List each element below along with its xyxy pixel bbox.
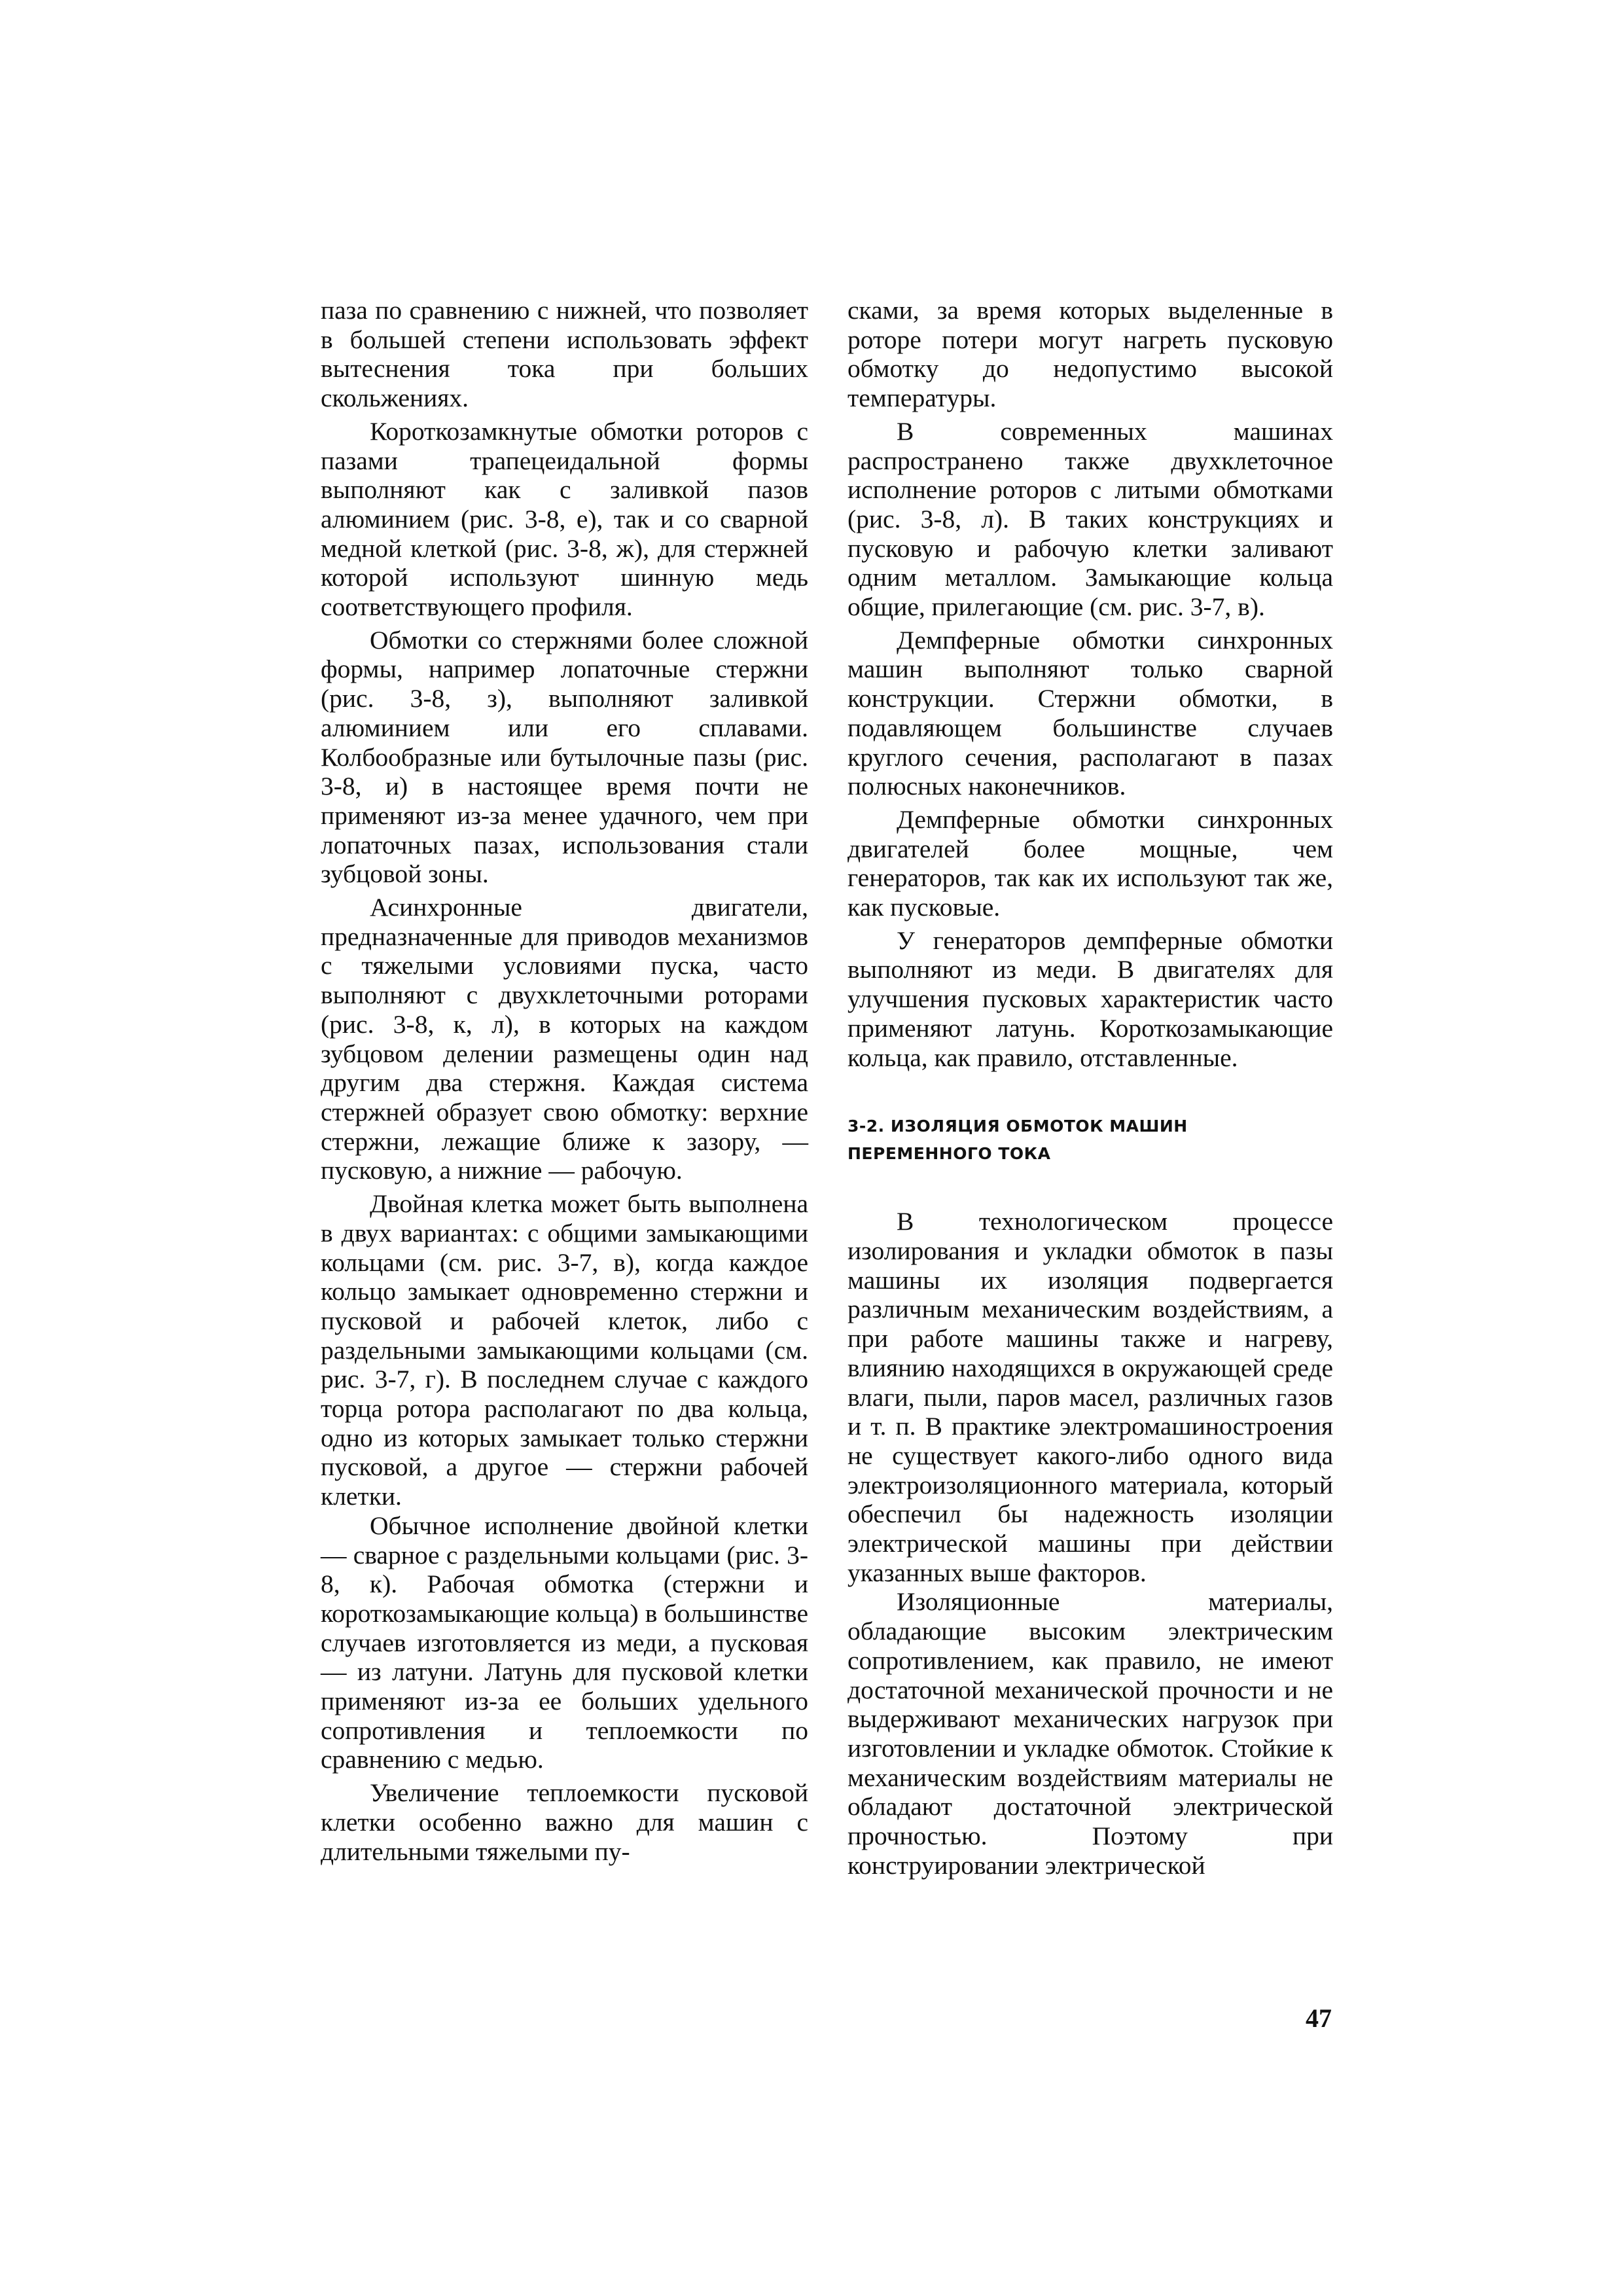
- paragraph: Асинхронные двигатели, предназначенные для приводов механизмов с тяжелыми условиями пуска, часто выполняют с двухклеточными роторами (рис. 3-8, к, л), в которых на каждом зубцовом делении размещены один над другим два стержня. Каждая система стержней образует свою обмотку: верхние стержни, лежащие ближе к зазору, — пусковую, а нижние — рабочую.: [321, 893, 808, 1185]
- paragraph: Обычное исполнение двойной клетки — сварное с раздельными кольцами (рис. 3-8, к). Рабочая обмотка (стержни и короткозамыкающие кольца) в большинстве случаев изготовляется из меди, а пусковая — из латуни. Латунь для пусковой клетки применяют из-за ее больших удельного сопротивления и теплоемкости по сравнению с медью.: [321, 1511, 808, 1774]
- section-heading: 3-2. ИЗОЛЯЦИЯ ОБМОТОК МАШИН ПЕРЕМЕННОГО ТОКА: [847, 1117, 1188, 1164]
- paragraph: Обмотки со стержнями более сложной формы, например лопаточные стержни (рис. 3-8, з), выполняют заливкой алюминием или его сплавами. Колбообразные или бутылочные пазы (рис. 3-8, и) в настоящее время почти не применяют из-за менее удачного, чем при лопаточных пазах, использования стали зубцовой зоны.: [321, 625, 808, 889]
- paragraph-continuation: сками, за время которых выделенные в роторе потери могут нагреть пусковую обмотку до недопустимо высокой температуры.: [847, 296, 1333, 413]
- paragraph: Изоляционные материалы, обладающие высоким электрическим сопротивлением, как правило, не имеют достаточной механической прочности и не выдерживают механических нагрузок при изготовлении и укладке обмоток. Стойкие к механическим воздействиям материалы не обладают достаточной электрической прочностью. Поэтому при конструировании электрической: [847, 1587, 1333, 1880]
- paragraph: В современных машинах распространено также двухклеточное исполнение роторов с литыми обмотками (рис. 3-8, л). В таких конструкциях и пусковую и рабочую клетки заливают одним металлом. Замыкающие кольца общие, прилегающие (см. рис. 3-7, в).: [847, 416, 1333, 622]
- paragraph: Увеличение теплоемкости пусковой клетки особенно важно для машин с длительными тяжелыми пу-: [321, 1778, 808, 1866]
- paragraph: У генераторов демпферные обмотки выполняют из меди. В двигателях для улучшения пусковых характеристик часто применяют латунь. Короткозамыкающие кольца, как правило, отставленные.: [847, 925, 1333, 1072]
- right-text-column: [847, 296, 1333, 1880]
- paragraph: Демпферные обмотки синхронных двигателей более мощные, чем генераторов, так как их используют так же, как пусковые.: [847, 804, 1333, 922]
- paragraph: В технологическом процессе изолирования и укладки обмоток в пазы машины их изоляция подвергается различным механическим воздействиям, а при работе машины также и нагреву, влиянию находящихся в окружающей среде влаги, пыли, паров масел, различных газов и т. п. В практике электромашиностроения не существует какого-либо одного вида электроизоляционного материала, который обеспечил бы надежность изоляции электрической машины при действии указанных выше факторов.: [847, 1207, 1333, 1587]
- left-text-column: [321, 296, 808, 1866]
- paragraph: Короткозамкнутые обмотки роторов с пазами трапецеидальной формы выполняют как с заливкой пазов алюминием (рис. 3-8, е), так и со сварной медной клеткой (рис. 3-8, ж), для стержней которой используют шинную медь соответствующего профиля.: [321, 416, 808, 622]
- paragraph: Двойная клетка может быть выполнена в двух вариантах: с общими замыкающими кольцами (см. рис. 3-7, в), когда каждое кольцо замыкает одновременно стержни и пусковой и рабочей клеток, либо с раздельными замыкающими кольцами (см. рис. 3-7, г). В последнем случае с каждого торца ротора располагают по два кольца, одно из которых замыкает только стержни пусковой, а другое — стержни рабочей клетки.: [321, 1189, 808, 1511]
- page-number: 47: [1306, 2003, 1332, 2033]
- paragraph-continuation: паза по сравнению с нижней, что позволяет в большей степени использовать эффект вытеснения тока при больших скольжениях.: [321, 296, 808, 413]
- paragraph: Демпферные обмотки синхронных машин выполняют только сварной конструкции. Стержни обмотки, в подавляющем большинстве случаев круглого сечения, располагают в пазах полюсных наконечников.: [847, 625, 1333, 801]
